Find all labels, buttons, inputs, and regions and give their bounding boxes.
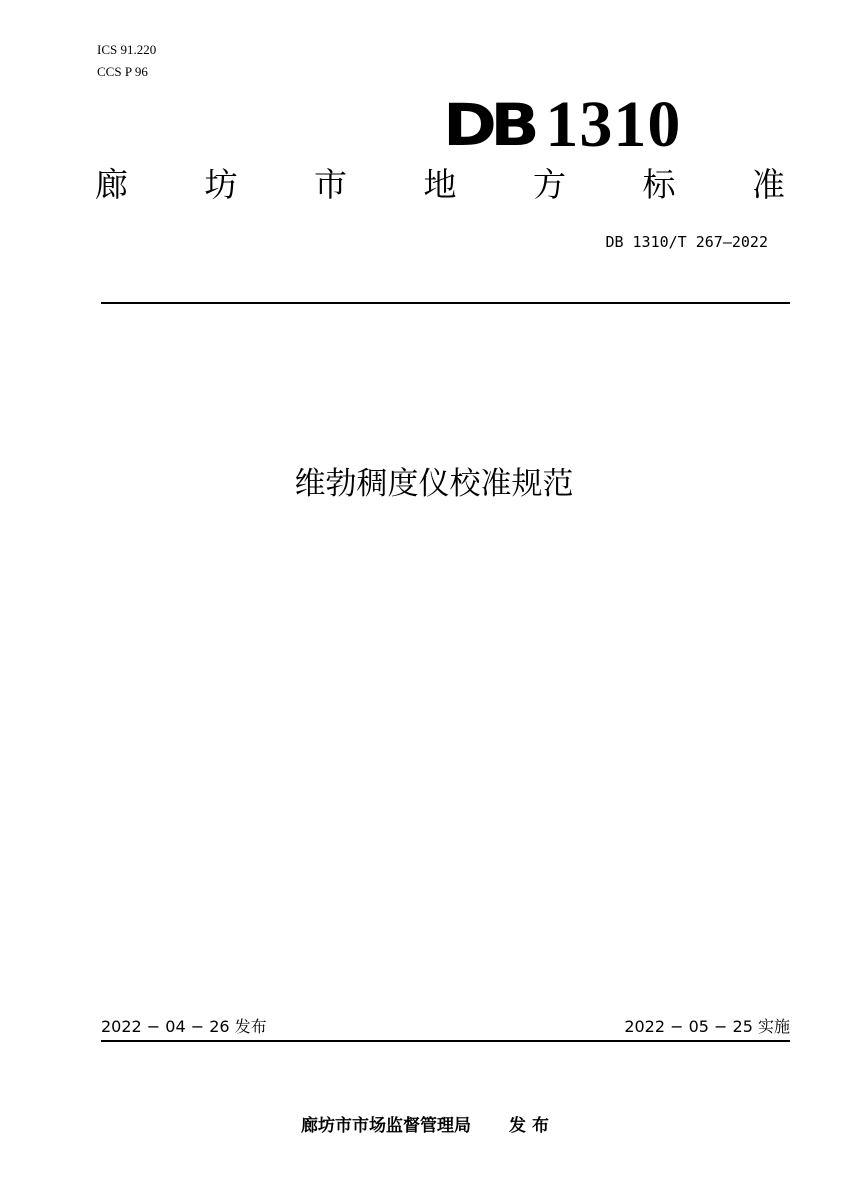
db-logo-letters: DB [443, 91, 534, 159]
issuer-action: 发 布 [509, 1116, 549, 1136]
header-char: 坊 [204, 165, 238, 204]
date-row [101, 1016, 790, 1038]
implement-date: 2022 − 05 − 25 实施 [624, 1017, 790, 1036]
header-char: 市 [314, 165, 347, 204]
issuer-line [0, 1114, 850, 1138]
db-logo-number: 1310 [545, 88, 682, 161]
header-char: 廊 [95, 165, 128, 204]
issuer-name: 廊坊市市场监督管理局 [301, 1116, 472, 1136]
header-char: 方 [533, 165, 566, 204]
bottom-divider [101, 1040, 790, 1042]
standard-category-header [95, 163, 785, 207]
top-divider [101, 302, 790, 304]
db-logo [443, 86, 682, 161]
ccs-code: CCS P 96 [97, 64, 148, 79]
publish-date: 2022 − 04 − 26 发布 [101, 1017, 267, 1036]
header-char: 准 [752, 165, 785, 204]
document-title: 维勃稠度仪校准规范 [294, 466, 574, 502]
ics-code: ICS 91.220 [97, 42, 157, 57]
standard-number: DB 1310/T 267—2022 [605, 233, 768, 251]
header-char: 标 [642, 165, 676, 204]
header-char: 地 [423, 165, 457, 204]
